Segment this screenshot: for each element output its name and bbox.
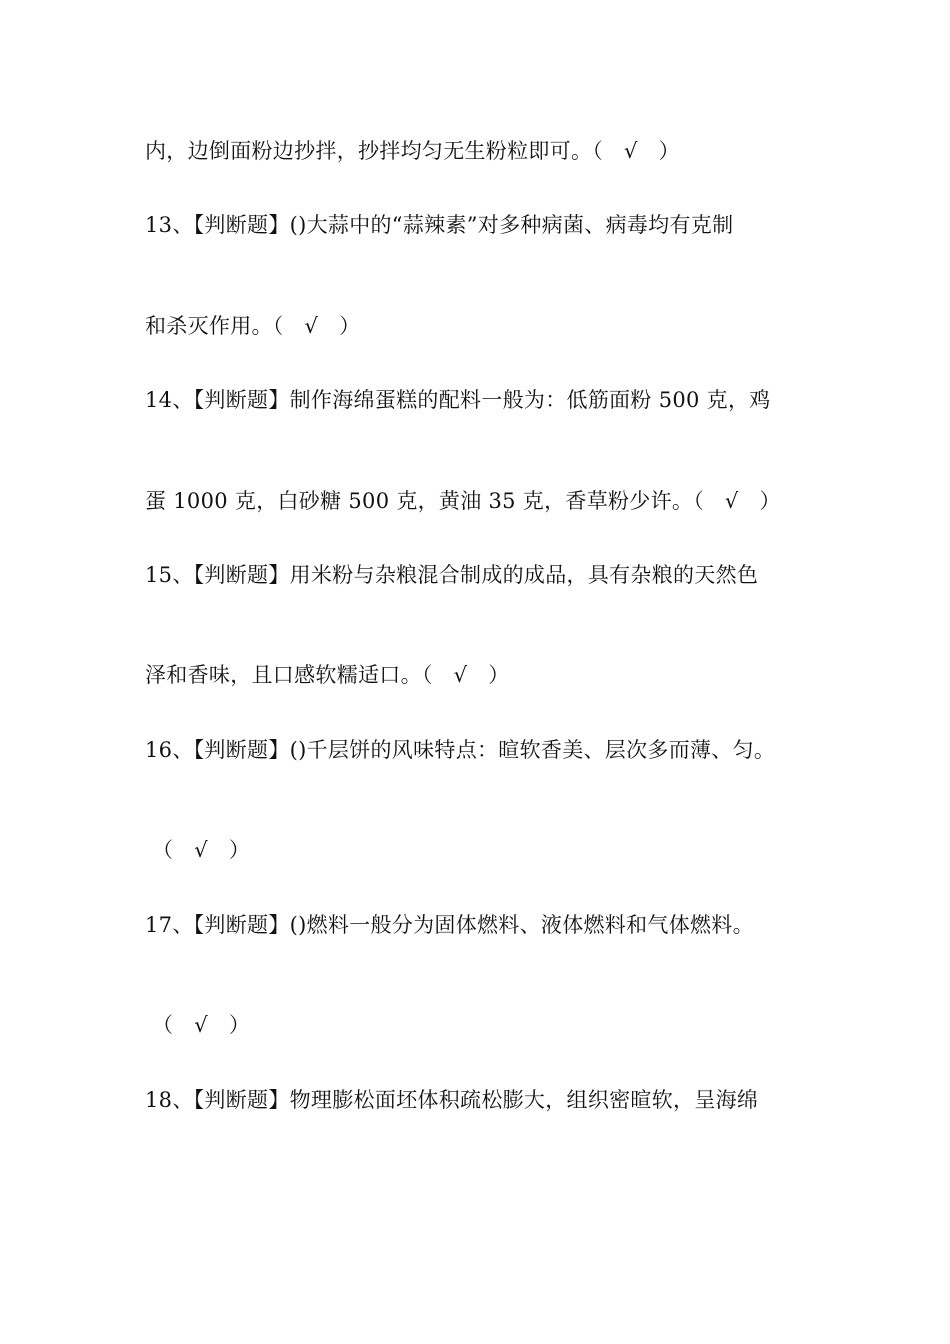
text-line: 和杀灭作用。（ √ ） — [145, 314, 361, 338]
text-line: 泽和香味，且口感软糯适口。（ √ ） — [145, 663, 510, 687]
question-14: 14、【判断题】制作海绵蛋糕的配料一般为：低筋面粉 500 克，鸡 — [145, 388, 771, 412]
text-line: 蛋 1000 克，白砂糖 500 克，黄油 35 克，香草粉少许。（ √ ） — [145, 489, 781, 513]
question-17: 17、【判断题】()燃料一般分为固体燃料、液体燃料和气体燃料。 — [145, 913, 754, 937]
question-16: 16、【判断题】()千层饼的风味特点：暄软香美、层次多而薄、匀。 — [145, 738, 776, 762]
text-line: 内，边倒面粉边抄拌，抄拌均匀无生粉粒即可。（ √ ） — [145, 139, 680, 163]
answer-mark: （ √ ） — [152, 838, 251, 862]
answer-mark: （ √ ） — [152, 1013, 251, 1037]
question-13: 13、【判断题】()大蒜中的“蒜辣素”对多种病菌、病毒均有克制 — [145, 213, 734, 237]
question-18: 18、【判断题】物理膨松面坯体积疏松膨大，组织密暄软，呈海绵 — [145, 1088, 759, 1112]
question-15: 15、【判断题】用米粉与杂粮混合制成的成品，具有杂粮的天然色 — [145, 563, 759, 587]
